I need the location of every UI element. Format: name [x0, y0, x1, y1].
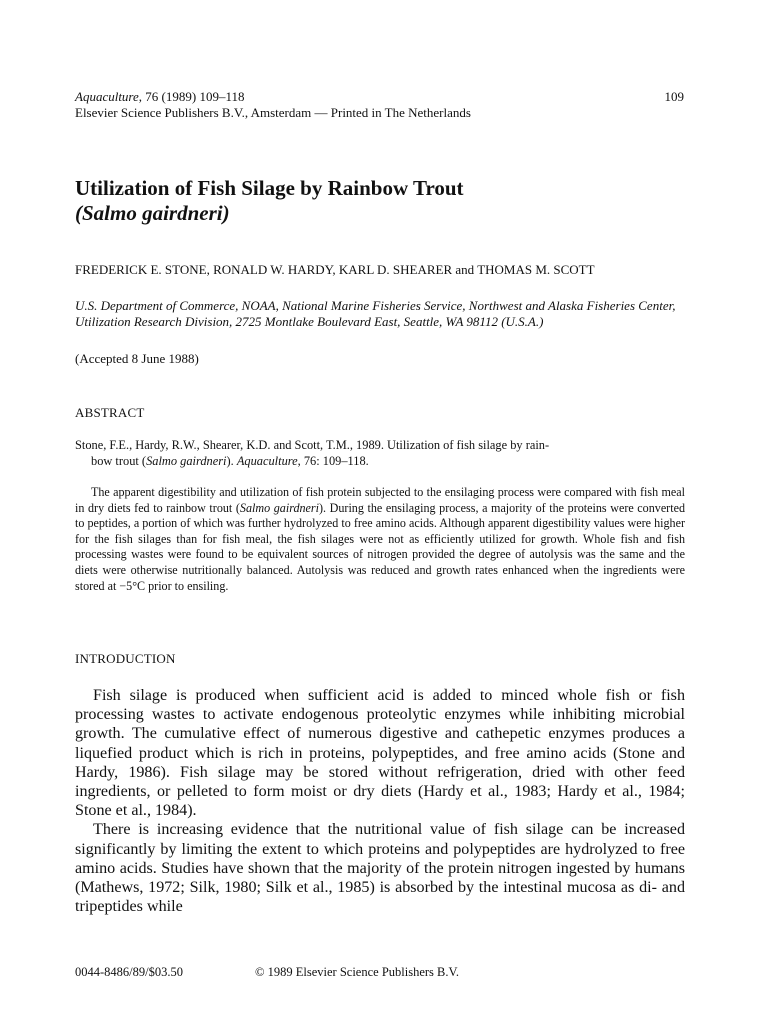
issn-code: 0044-8486/89/$03.50 [75, 965, 183, 979]
journal-reference [75, 89, 244, 105]
article-title [75, 176, 695, 226]
citation-line-2 [75, 453, 685, 469]
page-number: 109 [664, 89, 684, 104]
copyright-notice: © 1989 Elsevier Science Publishers B.V. [255, 965, 460, 979]
introduction-body [75, 686, 685, 916]
publisher-line: Elsevier Science Publishers B.V., Amsterdam — Printed in The Netherlands [75, 105, 471, 120]
citation-text-c: , 76: 109–118. [297, 454, 369, 468]
abstract-text-a: The apparent digestibility and utilization of fish protein subjected to the ensilaging process were compared with fish meal in dry diets fed to rainbow trout ( [75, 485, 685, 515]
abstract-text-b: ). During the ensilaging process, a majority of the proteins were converted to peptides, a portion of which was further hydrolyzed to free amino acids. Although apparent digestibility values were higher for the fish silages than for fish meal, the fish silages were not as efficiently utilized for growth. Whole fish and fish processing wastes were found to be equivalent sources of nitrogen provided the degree of autolysis was the same and the diets were otherwise nutritionally balanced. Autolysis was reduced and growth rates enhanced when the ingredients were stored at −5°C prior to ensiling. [75, 500, 685, 593]
title-main: Utilization of Fish Silage by Rainbow Trout [75, 176, 464, 200]
citation-text-b: ). [226, 454, 237, 468]
author-list: FREDERICK E. STONE, RONALD W. HARDY, KARL D. SHEARER and THOMAS M. SCOTT [75, 262, 595, 277]
citation-line-1: Stone, F.E., Hardy, R.W., Shearer, K.D. and Scott, T.M., 1989. Utilization of fish silage by rain- [75, 438, 550, 452]
title-species: (Salmo gairdneri) [75, 201, 230, 225]
abstract-body [75, 485, 685, 594]
journal-name: Aquaculture [75, 89, 139, 104]
accepted-date: (Accepted 8 June 1988) [75, 351, 199, 366]
author-affiliation: U.S. Department of Commerce, NOAA, National Marine Fisheries Service, Northwest and Alaska Fisheries Center, Utilization Research Division, 2725 Montlake Boulevard East, Seattle, WA 98112 (U.S.A.) [75, 298, 676, 329]
intro-paragraph-1: Fish silage is produced when sufficient acid is added to minced whole fish or fish processing wastes to activate endogenous proteolytic enzymes while inhibiting microbial growth. The cumulative effect of numerous digestive and cathepetic enzymes produces a liquefied product which is rich in proteins, polypeptides, and free amino acids (Stone and Hardy, 1986). Fish silage may be stored without refrigeration, dried with other feed ingredients, or pelleted to form moist or dry diets (Hardy et al., 1983; Hardy et al., 1984; Stone et al., 1984). [75, 687, 685, 820]
journal-volume: , 76 (1989) 109–118 [138, 89, 245, 104]
citation-journal: Aquaculture [236, 454, 298, 468]
abstract-heading: ABSTRACT [75, 405, 145, 420]
intro-paragraph-2: There is increasing evidence that the nutritional value of fish silage can be increased significantly by limiting the extent to which proteins and polypeptides are hydrolyzed to free amino acids. Studies have shown that the majority of the protein nitrogen ingested by humans (Mathews, 1972; Silk, 1980; Silk et al., 1985) is absorbed by the intestinal mucosa as di- and tripeptides while [75, 821, 685, 916]
citation-species: Salmo gairdneri [146, 454, 227, 468]
abstract-citation [75, 437, 685, 469]
introduction-heading: INTRODUCTION [75, 651, 176, 666]
abstract-species: Salmo gairdneri [239, 500, 319, 515]
citation-text-a: bow trout ( [91, 454, 147, 468]
